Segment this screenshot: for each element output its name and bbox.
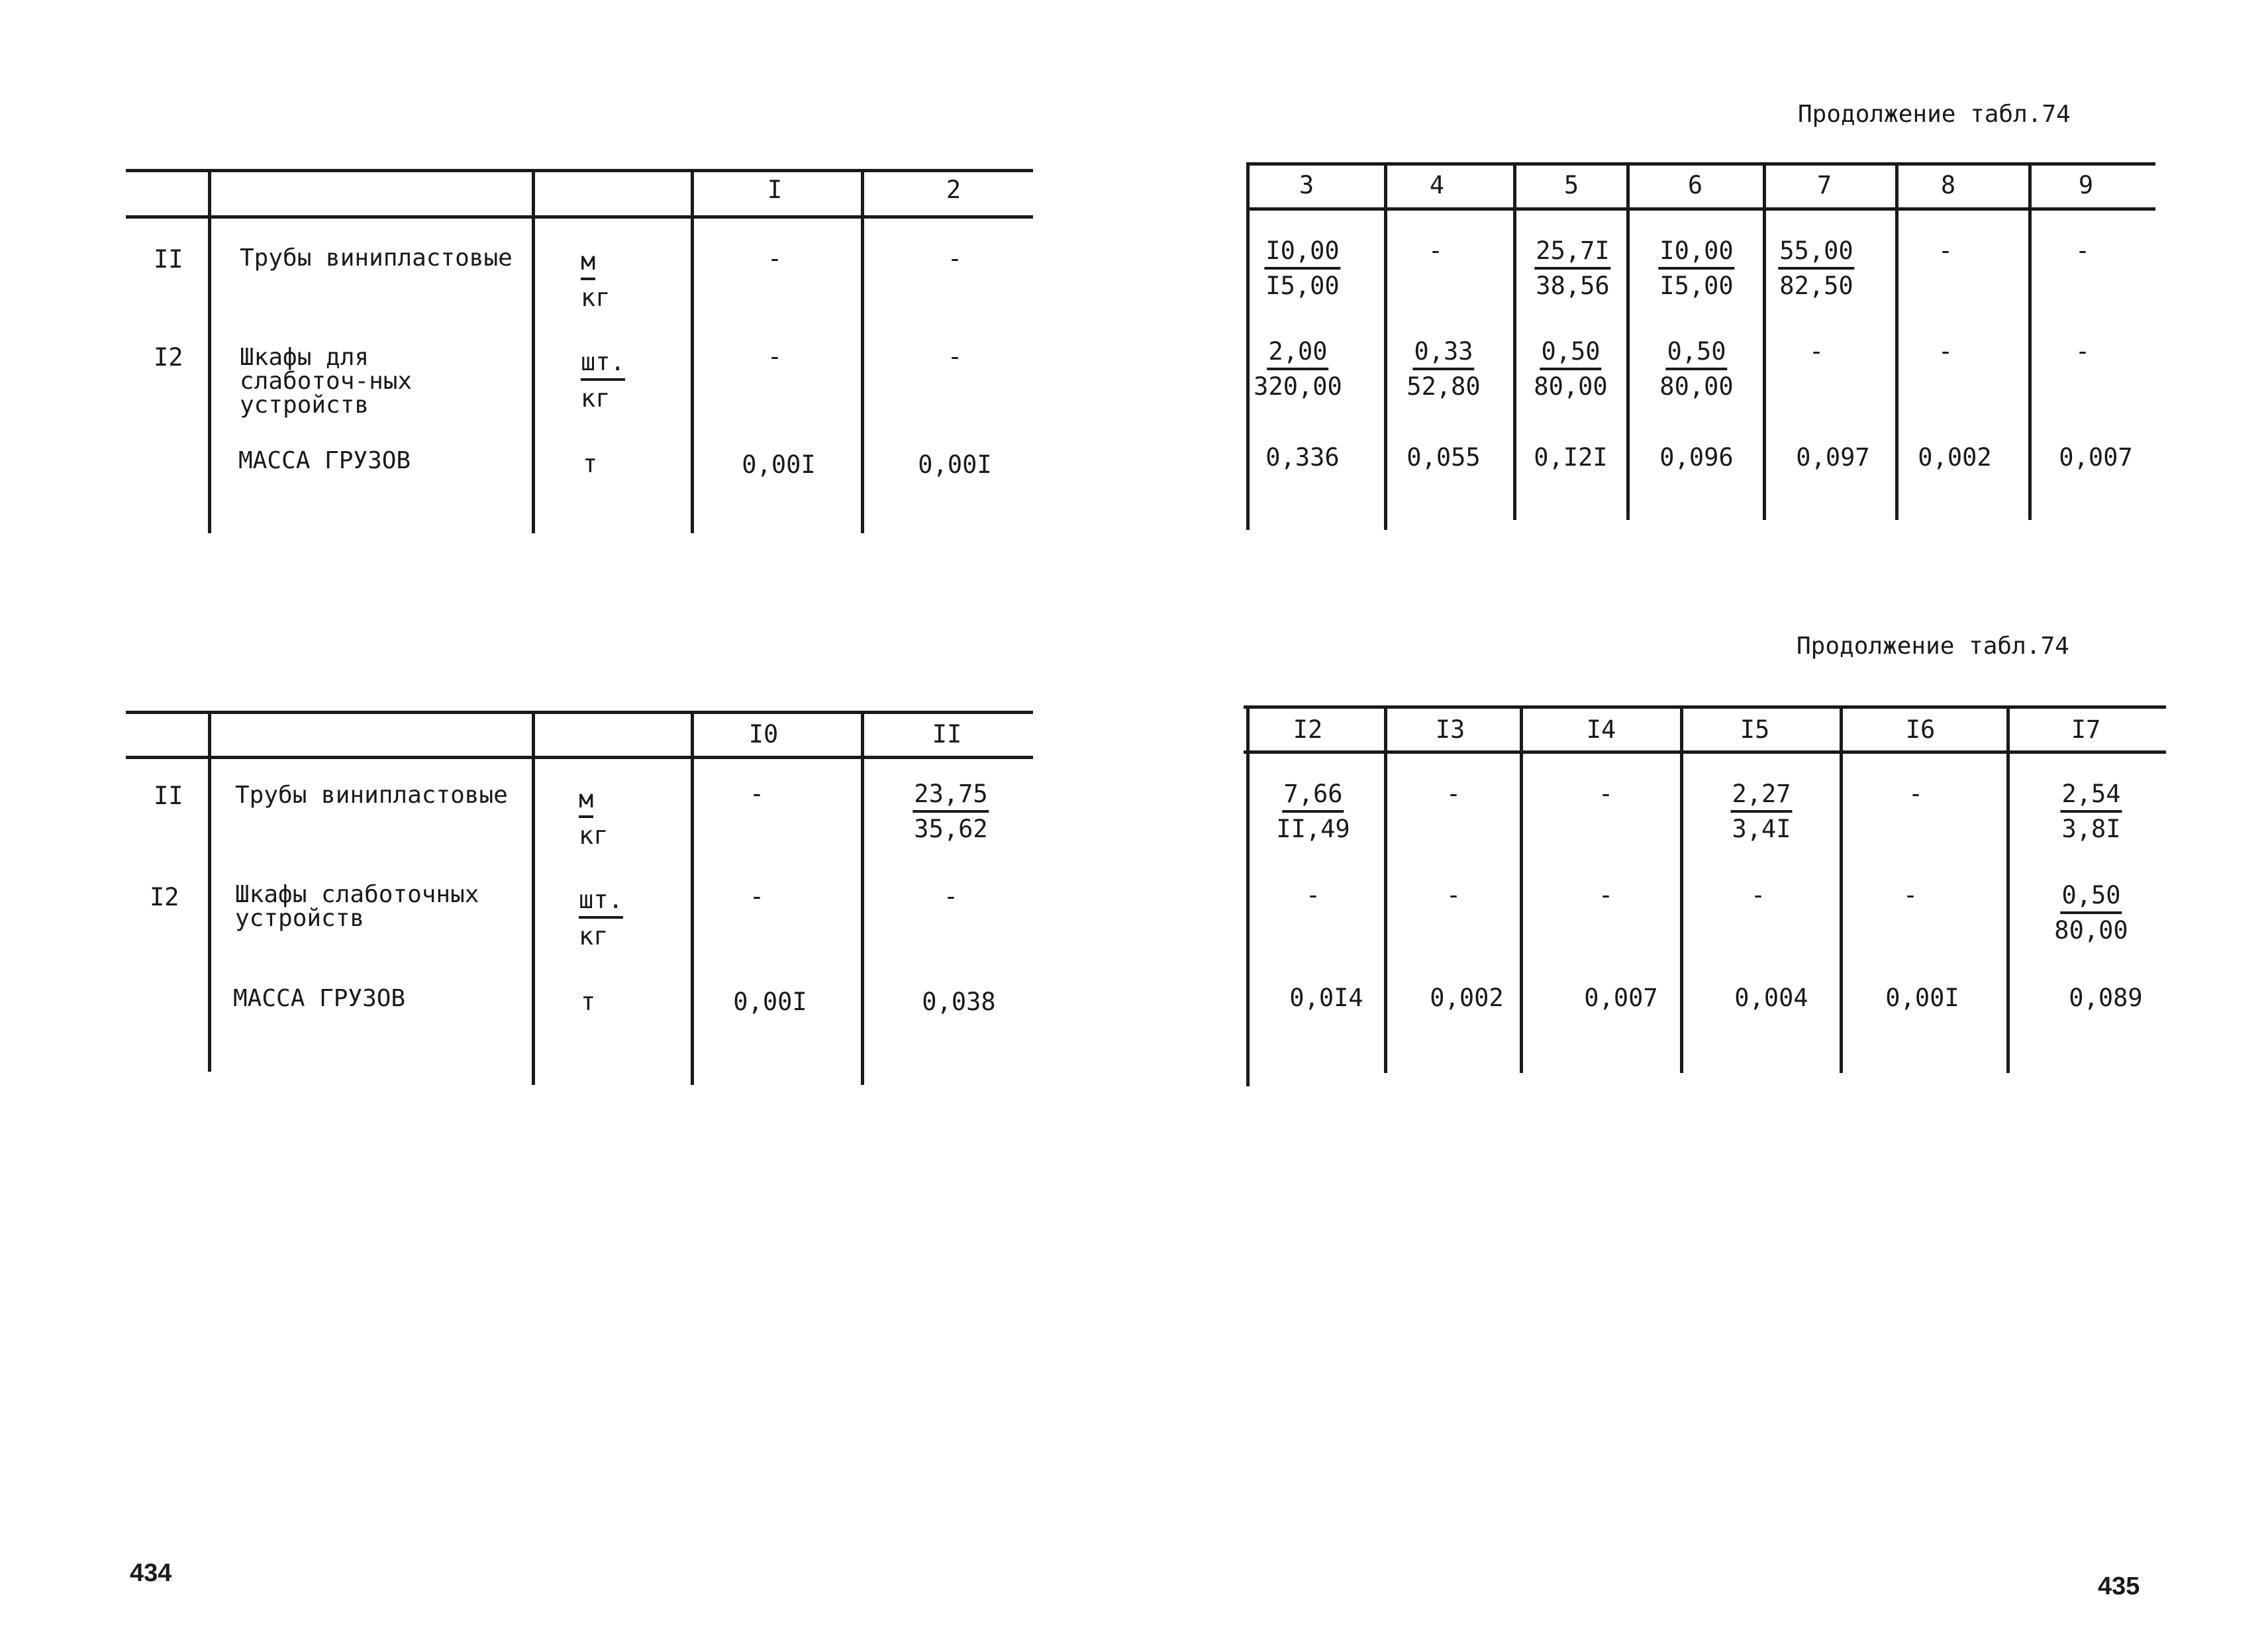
value-fraction: 23,75 35,62 bbox=[914, 780, 988, 843]
mass-value: 0,055 bbox=[1406, 443, 1481, 472]
mass-value: 0,004 bbox=[1734, 984, 1808, 1012]
col-header: I bbox=[767, 176, 783, 204]
mass-value: 0,096 bbox=[1659, 443, 1734, 472]
unit-m-kg: м кг bbox=[579, 785, 609, 850]
mass-value: 0,007 bbox=[2059, 443, 2133, 472]
row-number: I2 bbox=[154, 343, 183, 372]
value-cell: - bbox=[1750, 881, 1766, 909]
row-number: I2 bbox=[150, 883, 179, 911]
value-cell: - bbox=[1808, 337, 1824, 366]
mass-value: 0,00I bbox=[742, 450, 816, 479]
mass-value: 0,038 bbox=[922, 988, 996, 1016]
row-number: II bbox=[154, 782, 183, 810]
row-name: Шкафы слаботочных устройств bbox=[235, 881, 479, 932]
col-header: I0 bbox=[748, 720, 779, 748]
unit-m-kg: м кг bbox=[581, 247, 611, 312]
value-cell: - bbox=[749, 882, 765, 911]
col-header: I6 bbox=[1905, 715, 1936, 744]
caption-continuation-bottom: Продолжение табл.74 bbox=[1797, 633, 2069, 660]
page-number-left: 434 bbox=[130, 1559, 172, 1587]
col-header: 4 bbox=[1429, 171, 1445, 199]
value-fraction: 0,50 80,00 bbox=[2054, 881, 2128, 945]
mass-value: 0,00I bbox=[733, 988, 807, 1016]
value-cell: - bbox=[947, 342, 963, 371]
mass-value: 0,0I4 bbox=[1289, 984, 1363, 1012]
row-number: II bbox=[154, 245, 183, 274]
mass-value: 0,097 bbox=[1796, 443, 1870, 472]
col-header: II bbox=[932, 720, 962, 748]
value-fraction: 2,00 320,00 bbox=[1254, 337, 1342, 401]
value-cell: - bbox=[2075, 337, 2091, 366]
mass-value: 0,002 bbox=[1430, 984, 1504, 1012]
value-cell: - bbox=[1446, 780, 1461, 808]
value-cell: - bbox=[943, 882, 959, 911]
unit-t: т bbox=[583, 450, 598, 478]
value-cell: - bbox=[1598, 881, 1614, 909]
unit-t: т bbox=[581, 988, 596, 1016]
value-cell: - bbox=[1938, 337, 1953, 366]
row-name: Трубы винипластовые bbox=[235, 782, 508, 809]
value-fraction: 25,7I 38,56 bbox=[1536, 236, 1610, 300]
value-cell: - bbox=[1446, 881, 1461, 909]
mass-value: 0,089 bbox=[2069, 984, 2143, 1012]
mass-value: 0,336 bbox=[1265, 443, 1340, 472]
value-cell: - bbox=[767, 342, 783, 371]
value-fraction: 2,54 3,8I bbox=[2061, 780, 2121, 843]
value-cell: - bbox=[2075, 236, 2091, 265]
value-cell: - bbox=[1938, 236, 1953, 265]
col-header: 2 bbox=[946, 176, 961, 204]
col-header: 6 bbox=[1687, 171, 1703, 199]
value-fraction: 0,33 52,80 bbox=[1406, 337, 1481, 401]
row-name: Шкафы для слаботоч-ных устройств bbox=[240, 344, 413, 419]
col-header: I3 bbox=[1435, 715, 1465, 744]
caption-continuation-top: Продолжение табл.74 bbox=[1798, 101, 2071, 128]
unit-sht-kg: шт. кг bbox=[581, 348, 625, 413]
col-header: 5 bbox=[1563, 171, 1579, 199]
value-cell: - bbox=[1428, 236, 1444, 265]
col-header: 7 bbox=[1816, 171, 1832, 199]
col-header: I2 bbox=[1293, 715, 1323, 744]
col-header: I7 bbox=[2071, 715, 2101, 744]
value-fraction: 2,27 3,4I bbox=[1732, 780, 1791, 843]
value-cell: - bbox=[749, 780, 765, 808]
value-fraction: I0,00 I5,00 bbox=[1659, 236, 1734, 300]
mass-label: МАССА ГРУЗОВ bbox=[238, 447, 411, 474]
value-fraction: 7,66 II,49 bbox=[1276, 780, 1350, 843]
col-header: 9 bbox=[2078, 171, 2094, 199]
mass-value: 0,007 bbox=[1584, 984, 1658, 1012]
col-header: I4 bbox=[1586, 715, 1616, 744]
page-number-right: 435 bbox=[2098, 1572, 2140, 1600]
value-cell: - bbox=[947, 244, 963, 273]
mass-value: 0,00I bbox=[918, 450, 992, 479]
value-fraction: 0,50 80,00 bbox=[1534, 337, 1608, 401]
value-cell: - bbox=[1305, 881, 1321, 909]
unit-sht-kg: шт. кг bbox=[579, 886, 623, 950]
value-cell: - bbox=[1902, 881, 1918, 909]
col-header: 8 bbox=[1940, 171, 1956, 199]
mass-value: 0,I2I bbox=[1534, 443, 1608, 472]
mass-value: 0,00I bbox=[1885, 984, 1959, 1012]
col-header: 3 bbox=[1299, 171, 1314, 199]
value-cell: - bbox=[1598, 780, 1614, 808]
value-cell: - bbox=[1908, 780, 1924, 808]
col-header: I5 bbox=[1740, 715, 1770, 744]
value-cell: - bbox=[767, 244, 783, 273]
value-fraction: I0,00 I5,00 bbox=[1265, 236, 1340, 300]
mass-label: МАССА ГРУЗОВ bbox=[233, 985, 406, 1012]
mass-value: 0,002 bbox=[1918, 443, 1992, 472]
value-fraction: 55,00 82,50 bbox=[1779, 236, 1853, 300]
row-name: Трубы винипластовые bbox=[240, 244, 513, 272]
value-fraction: 0,50 80,00 bbox=[1659, 337, 1734, 401]
